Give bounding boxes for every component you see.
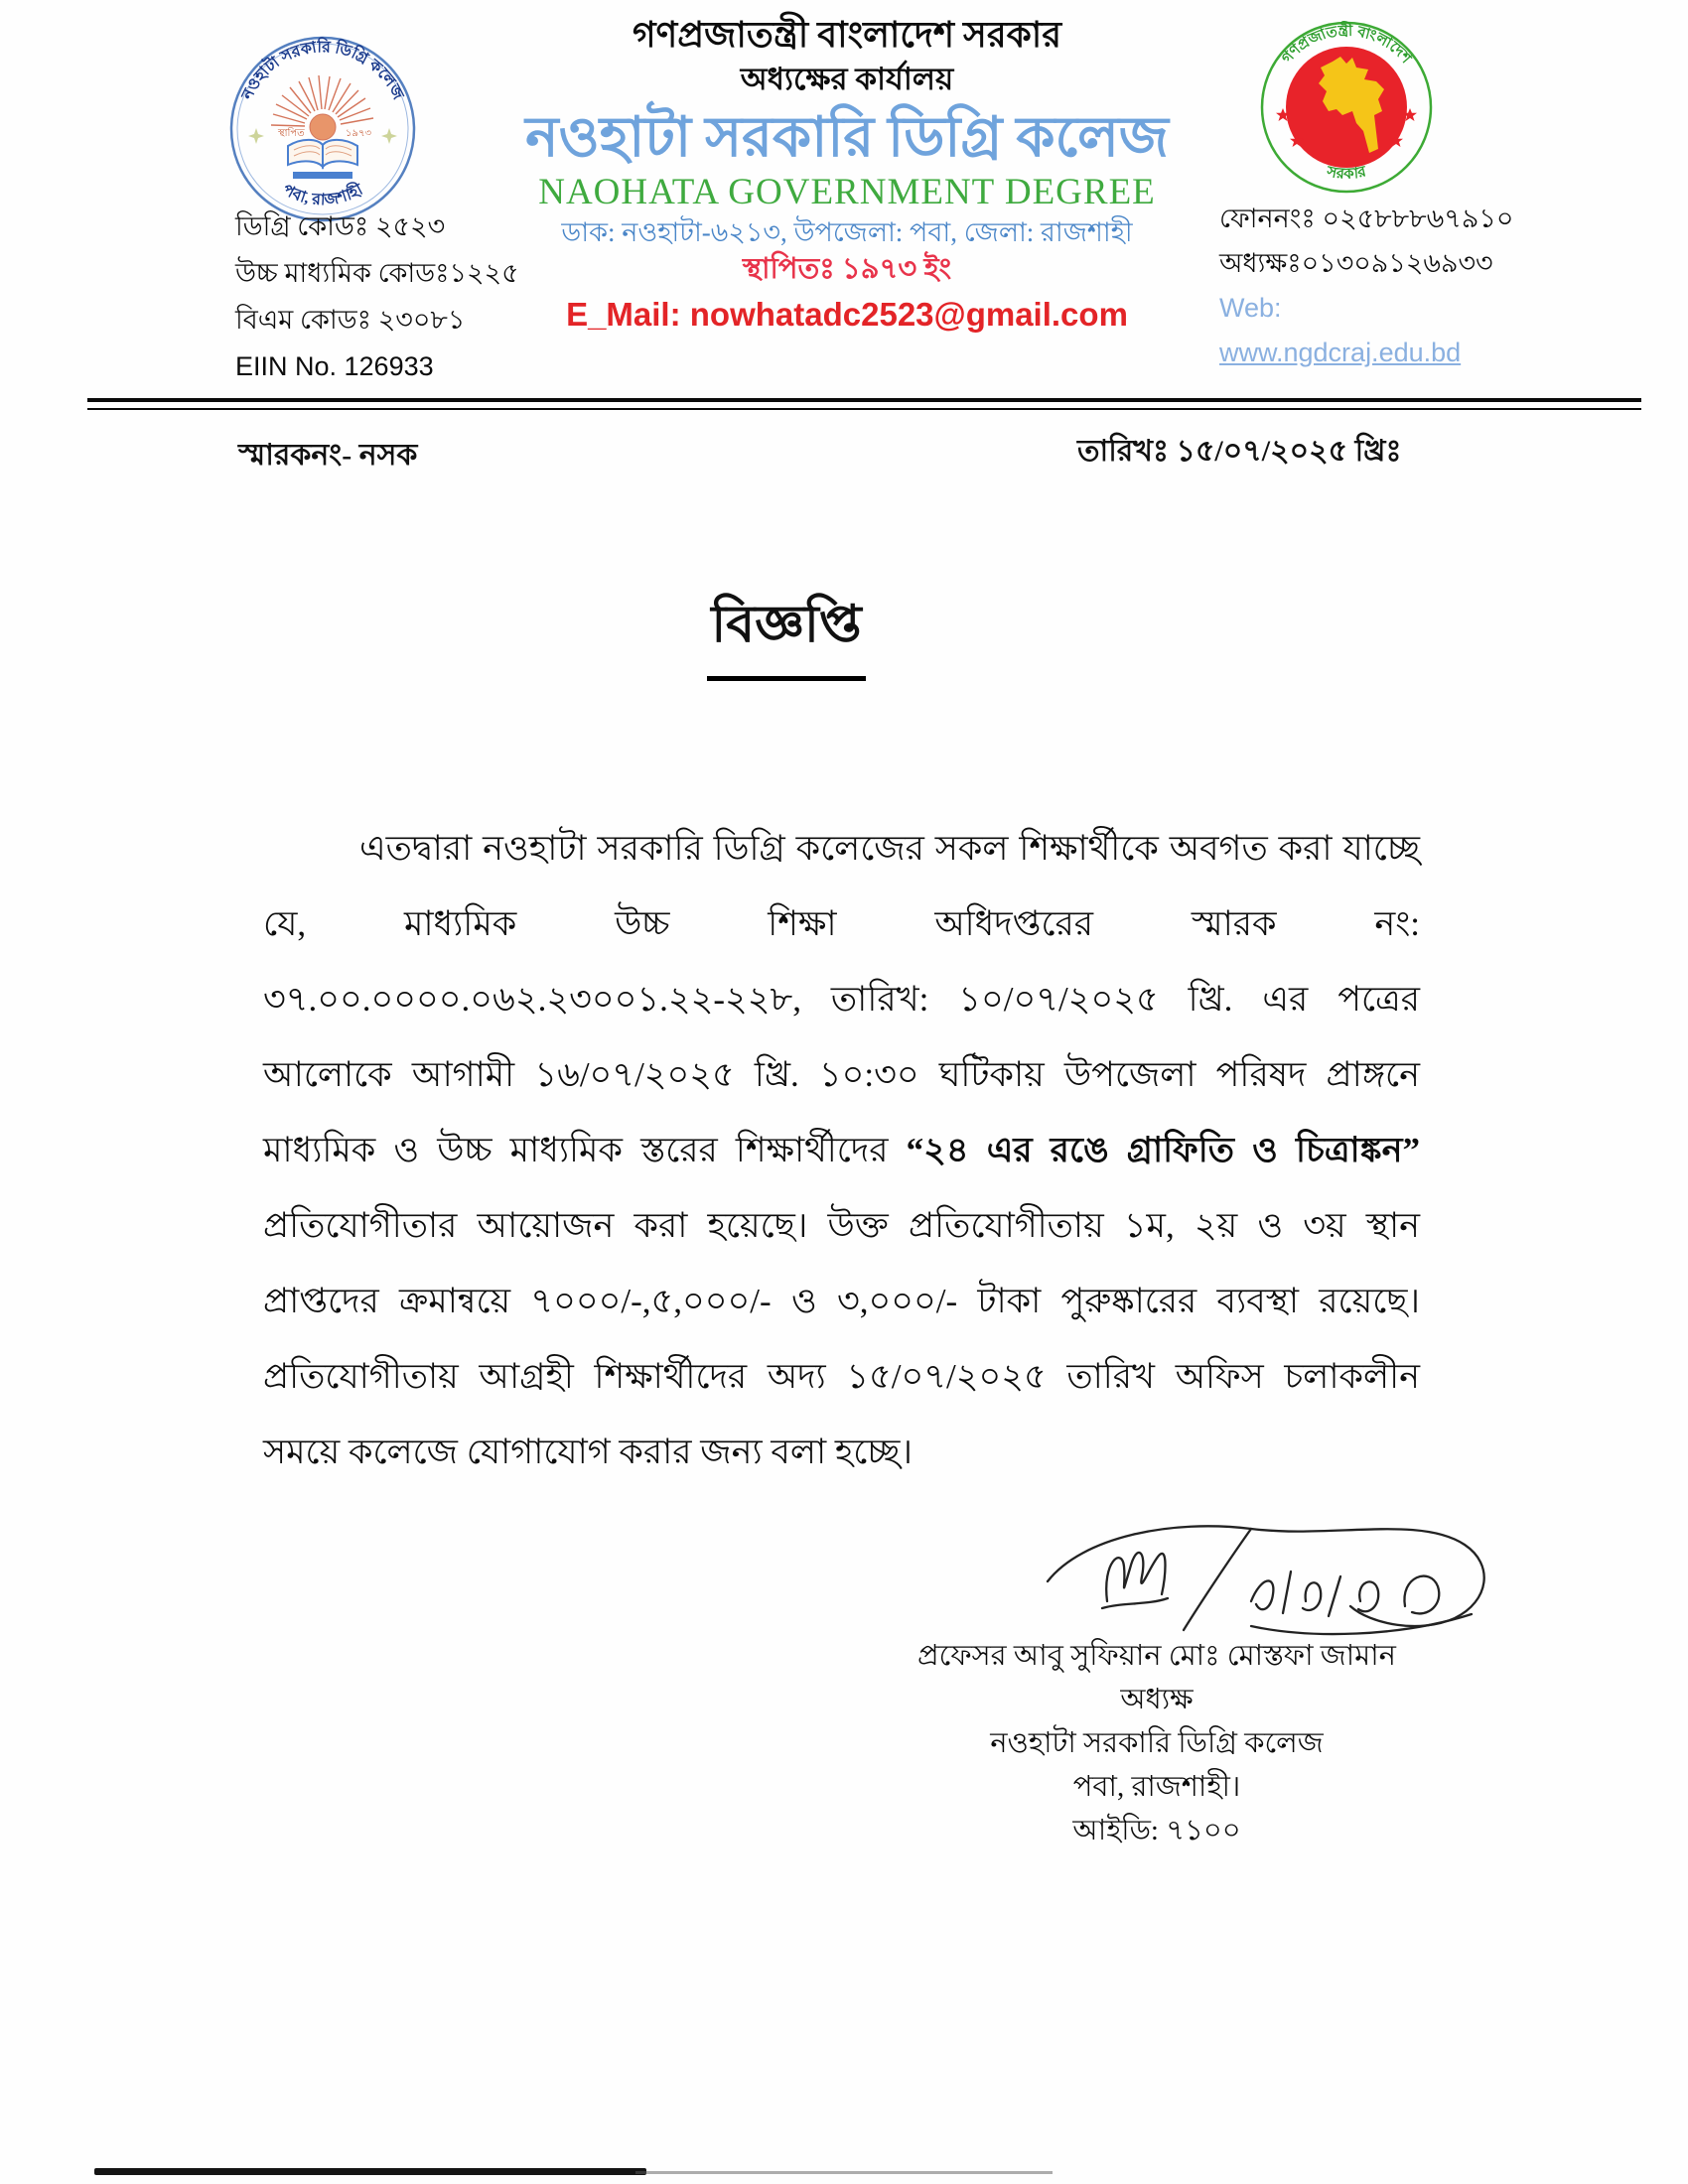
- college-seal-logo: [228, 25, 417, 228]
- web-label: Web:: [1219, 293, 1282, 323]
- open-book-icon: [288, 140, 357, 179]
- college-name-english: NAOHATA GOVERNMENT DEGREE: [538, 172, 1156, 212]
- signature-scribble: [1106, 1553, 1165, 1601]
- body-text-part1: এতদ্বারা নওহাটা সরকারি ডিগ্রি কলেজের সকল শিক্ষার্থীকে অবগত করা যাচ্ছে যে, মাধ্যমিক উচ্চ শিক্ষা অধিদপ্তরের স্মারক নং: ৩৭.০০.০০০০.০৬২.২৩০০১.২২-২২৮, তারিখ: ১০/০৭/২০২৫ খ্রি. এর পত্রের আলোকে আগামী ১৬/০৭/২০২৫ খ্রি. ১০:৩০ ঘটিকায় উপজেলা পরিষদ প্রাঙ্গনে মাধ্যমিক ও উচ্চ মাধ্যমিক স্তরের শিক্ষার্থীদের: [263, 829, 1420, 1169]
- signatory-designation: অধ্যক্ষ: [1120, 1684, 1194, 1715]
- office-line: অধ্যক্ষের কার্যালয়: [740, 62, 954, 96]
- degree-code: ডিগ্রি কোডঃ ২৫২৩: [235, 211, 446, 241]
- signature-block: [909, 1634, 1405, 1852]
- contact-list: [1219, 197, 1547, 375]
- signature-scribble2: [1102, 1598, 1168, 1608]
- memo-date: তারিখঃ ১৫/০৭/২০২৫ খ্রিঃ: [1077, 435, 1402, 468]
- signatory-id: আইডি: ৭১০০: [1072, 1815, 1241, 1846]
- established-line: স্থাপিতঃ ১৯৭৩ ইং: [742, 253, 952, 285]
- memo-number: স্মারকনং- নসক: [238, 439, 418, 472]
- scan-edge-artifact: [94, 2168, 646, 2175]
- sun-icon: [310, 114, 336, 140]
- letterhead-center: [519, 12, 1175, 338]
- bm-code: বিএম কোডঃ ২৩০৮১: [235, 305, 466, 335]
- signatory-name: প্রফেসর আবু সুফিয়ান মোঃ মোস্তফা জামান: [917, 1640, 1396, 1672]
- divider-thick-line: [87, 398, 1641, 402]
- signatory-college: নওহাটা সরকারি ডিগ্রি কলেজ: [990, 1727, 1324, 1759]
- body-text-part2: প্রতিযোগীতার আয়োজন করা হয়েছে। উক্ত প্রতিযোগীতায় ১ম, ২য় ও ৩য় স্থান প্রাপ্তদের ক্রমান্বয়ে ৭০০০/-,৫,০০০/- ও ৩,০০০/- টাকা পুরুষ্কারের ব্যবস্থা রয়েছে। প্রতিযোগীতায় আগ্রহী শিক্ষার্থীদের অদ্য ১৫/০৭/২০২৫ তারিখ অফিস চলাকলীন সময়ে কলেজে যোগাযোগ করার জন্য বলা হচ্ছে।: [263, 1206, 1420, 1471]
- signature-date-stroke4: [1329, 1576, 1340, 1616]
- seal-arc-text-top: নওহাটা সরকারি ডিগ্রি কলেজ: [238, 39, 407, 103]
- seal-arc-text-bottom: পবা, রাজশাহী: [279, 181, 366, 209]
- signature-date-stroke6: [1404, 1576, 1439, 1614]
- divider-thin-line: [87, 408, 1641, 410]
- govt-seal-logo: [1257, 20, 1436, 204]
- header-divider: [87, 398, 1641, 410]
- code-list: [235, 204, 563, 390]
- website-url: www.ngdcraj.edu.bd: [1219, 338, 1462, 367]
- signature-flourish: [1251, 1614, 1472, 1634]
- scan-edge-artifact-faint: [635, 2171, 1053, 2174]
- signature-date-stroke5: [1358, 1581, 1378, 1611]
- phone-number: ফোননংঃ ০২৫৮৮৮৬৭৯১০: [1219, 204, 1514, 233]
- signature-date-stroke2: [1283, 1571, 1291, 1613]
- seal-est-left: স্থাপিত: [278, 128, 305, 139]
- signature-date-stroke1: [1251, 1580, 1273, 1609]
- email-line: E_Mail: nowhatadc2523@gmail.com: [566, 296, 1128, 333]
- govt-arc-text-bottom: সরকার: [1325, 164, 1368, 184]
- signature-cross-stroke: [1184, 1529, 1251, 1630]
- government-line: গণপ্রজাতন্ত্রী বাংলাদেশ সরকার: [632, 15, 1062, 55]
- signature-date-stroke3: [1303, 1582, 1321, 1610]
- seal-est-right: ১৯৭৩: [346, 128, 371, 139]
- notice-title-wrap: [0, 584, 1573, 681]
- signatory-location: পবা, রাজশাহী।: [1072, 1771, 1241, 1803]
- eiin-number: EIIN No. 126933: [235, 351, 434, 381]
- govt-arc-text-top: গণপ্রজাতন্ত্রী বাংলাদেশ: [1279, 23, 1414, 68]
- notice-body: [263, 811, 1420, 1490]
- college-name-bangla: নওহাটা সরকারি ডিগ্রি কলেজ: [525, 107, 1169, 169]
- notice-title: বিজ্ঞপ্তি: [707, 584, 865, 681]
- body-text-bold: “২৪ এর রঙে গ্রাফিতি ও চিত্রাঙ্কন”: [906, 1131, 1420, 1169]
- hsc-code: উচ্চ মাধ্যমিক কোডঃ১২২৫: [235, 258, 519, 288]
- college-address: ডাক: নওহাটা-৬২১৩, উপজেলা: পবা, জেলা: রাজশাহী: [561, 217, 1133, 247]
- principal-phone: অধ্যক্ষঃ০১৩০৯১২৬৯৩৩: [1219, 248, 1493, 278]
